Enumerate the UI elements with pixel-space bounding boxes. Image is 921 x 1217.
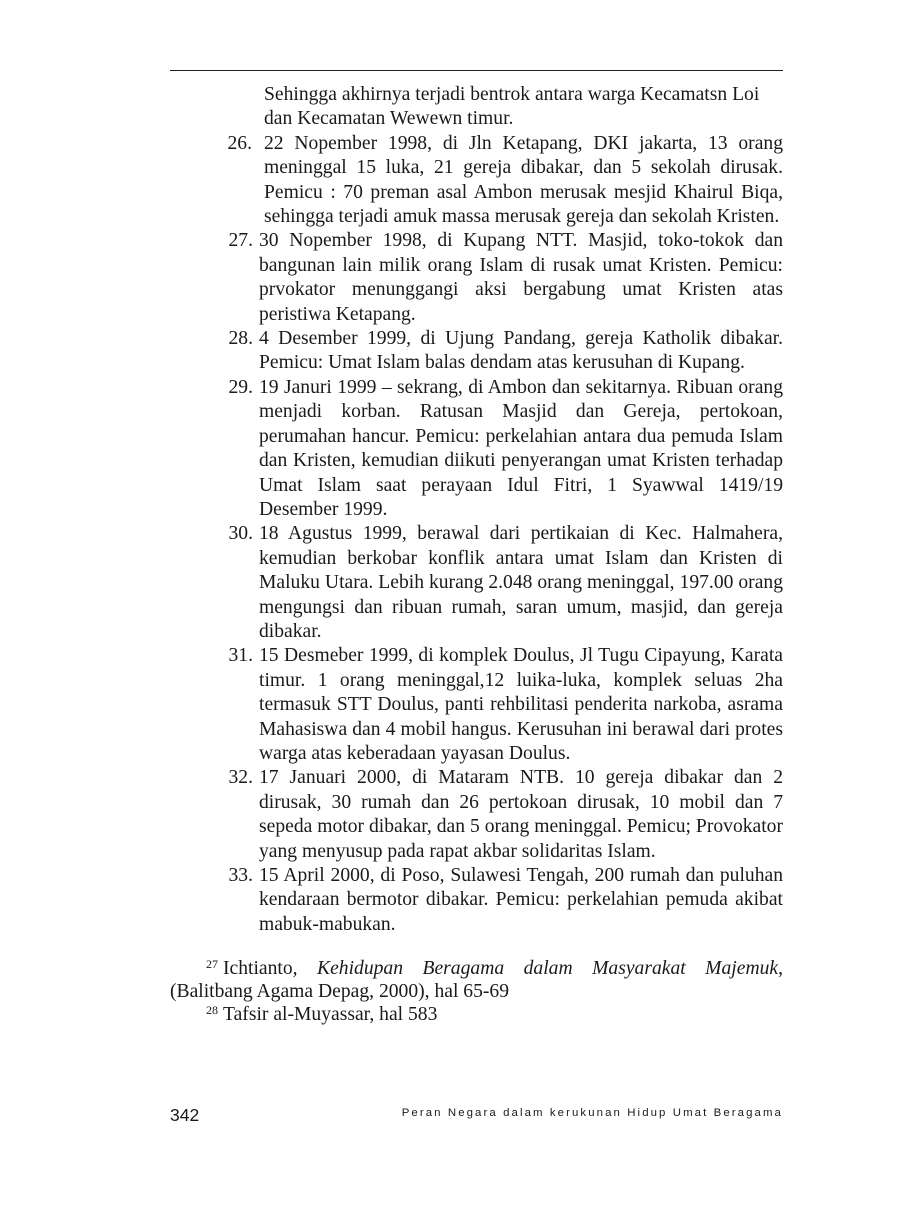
list-item-number: 28. bbox=[228, 328, 253, 350]
list-item-26 bbox=[170, 132, 783, 230]
footnote-28 bbox=[170, 1003, 783, 1026]
list-item-text: 30 Nopember 1998, di Kupang NTT. Masjid, toko-tokok dan bangunan lain milik orang Islam di rusak umat Kristen. Pemicu: prvokator menunggangi aksi bergabung umat Kristen atas peristiwa Ketapang. bbox=[259, 230, 783, 325]
list-item-30 bbox=[170, 522, 783, 644]
list-item-continuation bbox=[170, 83, 783, 132]
header-rule bbox=[170, 70, 783, 71]
footnote-27 bbox=[170, 957, 783, 1003]
event-list bbox=[170, 83, 783, 937]
footnote-ref: 28 bbox=[206, 1003, 218, 1017]
list-item-33 bbox=[170, 864, 783, 937]
footnotes bbox=[170, 957, 783, 1026]
list-item-29 bbox=[170, 376, 783, 522]
list-item-text: 15 Desmeber 1999, di komplek Doulus, Jl Tugu Cipayung, Karata timur. 1 orang meninggal,12 luika-luka, komplek seluas 2ha termasuk STT Doulus, panti rehbilitasi penderita narkoba, asrama Mahasiswa dan 4 mobil hangus. Kerusuhan ini berawal dari protes warga atas keberadaan yayasan Doulus. bbox=[259, 645, 783, 764]
footnote-title: , Kehidupan Beragama dalam Masyarakat Majemuk bbox=[292, 958, 779, 979]
list-item-number: 29. bbox=[228, 376, 253, 398]
list-item-number: 30. bbox=[228, 523, 253, 545]
list-item-text: Sehingga akhirnya terjadi bentrok antara warga Kecamatsn Loi dan Kecamatan Wewewn timur. bbox=[264, 84, 760, 130]
list-item-31 bbox=[170, 644, 783, 766]
footnote-title-text: Kehidupan Beragama dalam Masyarakat Majemuk bbox=[317, 958, 779, 979]
list-item-number: 33. bbox=[228, 865, 253, 886]
list-item-27 bbox=[170, 229, 783, 327]
footnote-author: Ichtianto bbox=[223, 958, 293, 979]
list-item-number: 27. bbox=[228, 230, 253, 252]
list-item-32 bbox=[170, 766, 783, 864]
footnote-source: , (Balitbang Agama Depag, 2000), hal 65-69 bbox=[170, 958, 783, 1002]
list-item-text: 18 Agustus 1999, berawal dari pertikaian di Kec. Halmahera, kemudian berkobar konflik antara umat Islam dan Kristen di Maluku Utara. Lebih kurang 2.048 orang meninggal, 197.00 orang mengungsi dan ribuan rumah, saran umum, masjid, dan gereja dibakar. bbox=[259, 523, 783, 642]
page-number: 342 bbox=[170, 1105, 200, 1125]
list-item-text: 15 April 2000, di Poso, Sulawesi Tengah, 200 rumah dan puluhan kendaraan bermotor dibakar. Pemicu: perkelahian pemuda akibat mabuk-mabukan. bbox=[259, 865, 783, 935]
footnote-text: Tafsir al-Muyassar, hal 583 bbox=[223, 1004, 438, 1025]
list-item-number: 31. bbox=[228, 645, 253, 667]
footnote-ref: 27 bbox=[206, 957, 218, 971]
list-item-text: 17 Januari 2000, di Mataram NTB. 10 gereja dibakar dan 2 dirusak, 30 rumah dan 26 pertokoan dirusak, 10 mobil dan 7 sepeda motor dibakar, dan 5 orang meninggal. Pemicu; Provokator yang menyusup pada rapat akbar solidaritas Islam. bbox=[259, 767, 783, 862]
list-item-number: 26. bbox=[227, 132, 252, 154]
list-item-number: 32. bbox=[228, 767, 253, 789]
list-item-text: 19 Januri 1999 – sekrang, di Ambon dan sekitarnya. Ribuan orang menjadi korban. Ratusan Masjid dan Gereja, pertokoan, perumahan hancur. Pemicu: perkelahian antara dua pemuda Islam dan Kristen, kemudian diikuti penyerangan umat Kristen terhadap Umat Islam saat perayaan Idul Fitri, 1 Syawwal 1419/19 Desember 1999. bbox=[259, 376, 783, 520]
list-item-28 bbox=[170, 327, 783, 376]
list-item-text: 22 Nopember 1998, di Jln Ketapang, DKI jakarta, 13 orang meninggal 15 luka, 21 gereja dibakar, dan 5 sekolah dirusak. Pemicu : 70 preman asal Ambon merusak mesjid Khairul Biqa, sehingga terjadi amuk massa merusak gereja dan sekolah Kristen. bbox=[264, 132, 783, 228]
running-title: Peran Negara dalam kerukunan Hidup Umat Beragama bbox=[401, 1107, 783, 1119]
list-item-text: 4 Desember 1999, di Ujung Pandang, gereja Katholik dibakar. Pemicu: Umat Islam balas dendam atas kerusuhan di Kupang. bbox=[259, 328, 783, 374]
